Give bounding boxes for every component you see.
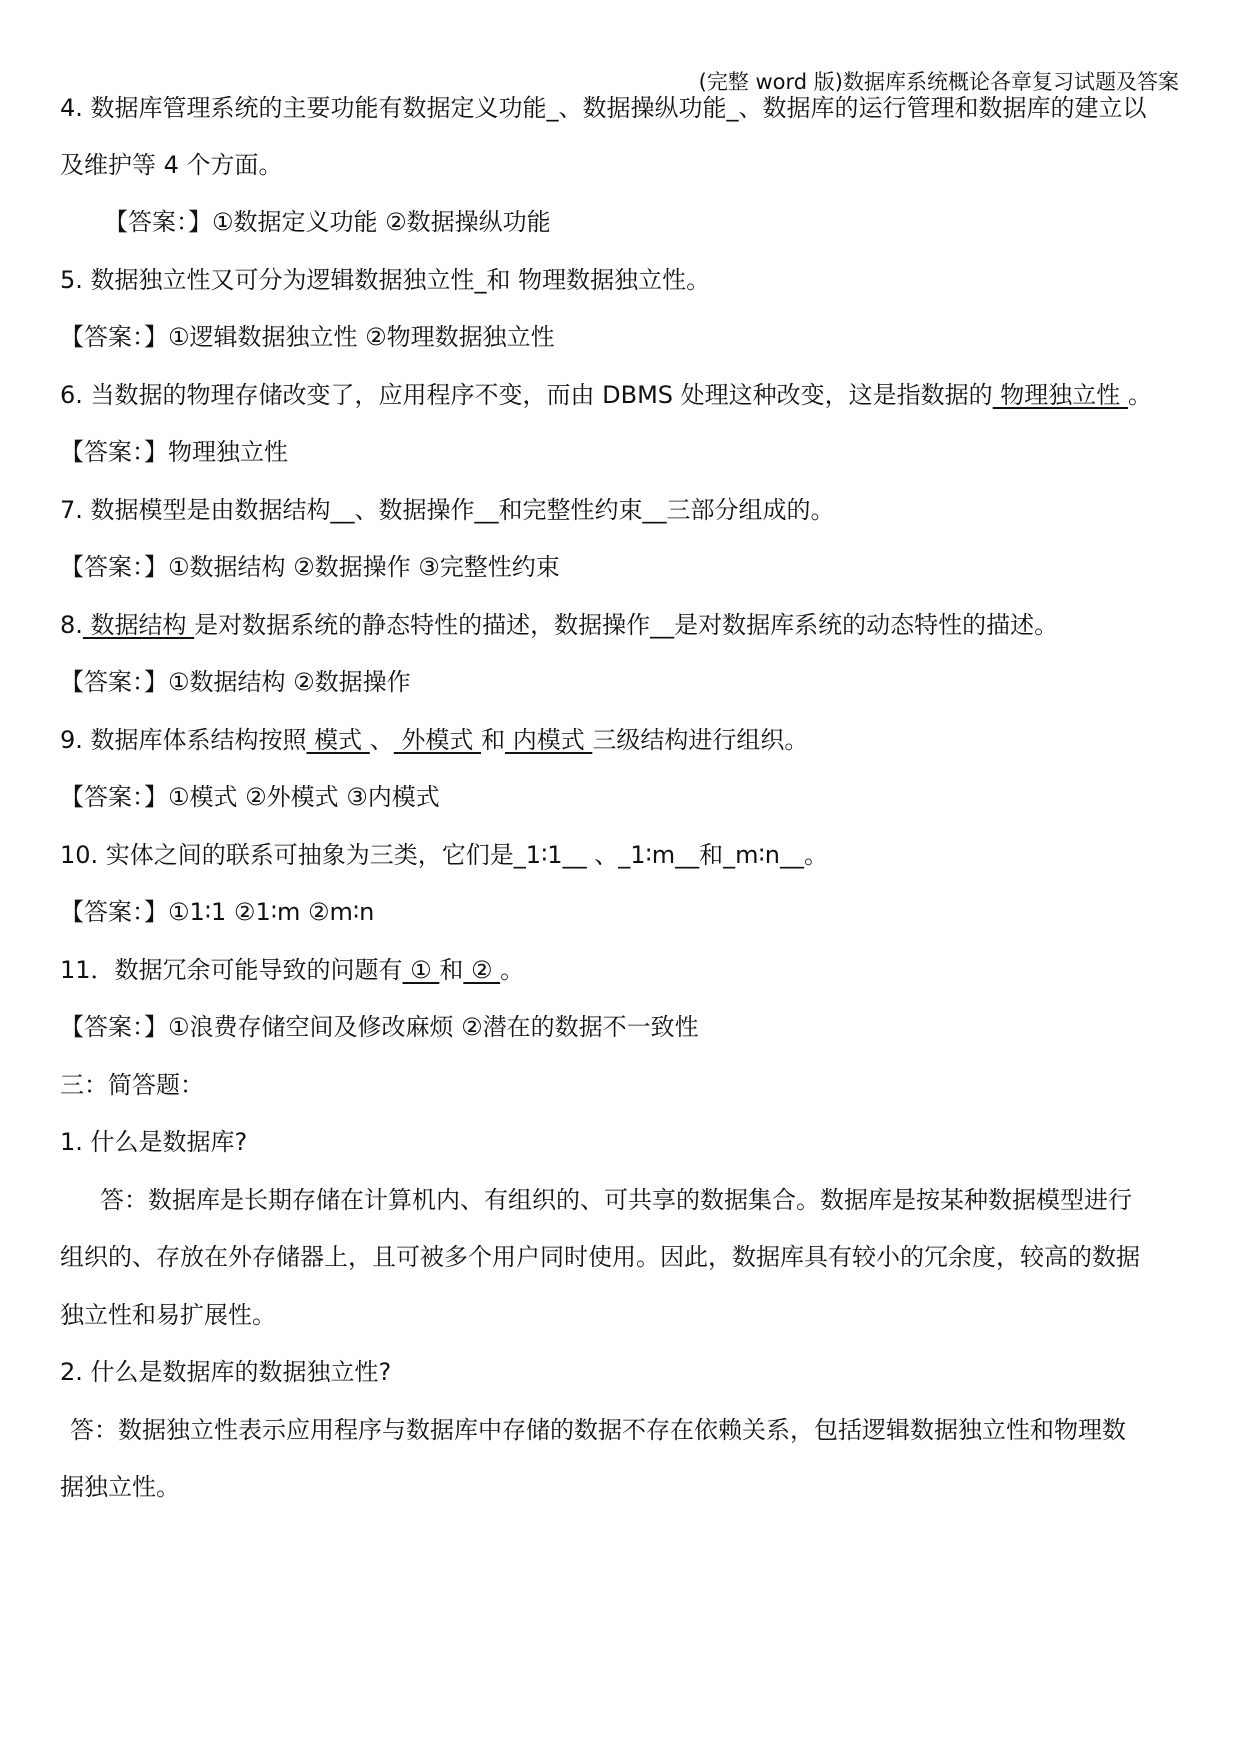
q9-blank-3: 内模式 — [505, 726, 593, 754]
q5-answer: 【答案：】①逻辑数据独立性 ②物理数据独立性 — [60, 323, 555, 351]
q8-prefix: 8. — [60, 611, 83, 639]
q9-answer: 【答案：】①模式 ②外模式 ③内模式 — [60, 783, 440, 811]
q11-text — [60, 954, 1201, 986]
s1-answer-line1: 答：数据库是长期存储在计算机内、有组织的、可共享的数据集合。数据库是按某种数据模型进行 — [100, 1186, 1132, 1214]
q9-text — [60, 724, 1201, 756]
q10-answer: 【答案：】①1∶1 ②1∶m ②m∶n — [60, 898, 375, 926]
page-header: (完整 word 版)数据库系统概论各章复习试题及答案 — [698, 70, 1179, 94]
q11-blank-1: ① — [402, 956, 440, 984]
q9-prefix: 9. 数据库体系结构按照 — [60, 726, 307, 754]
q6-answer: 【答案：】物理独立性 — [60, 438, 288, 466]
q11-suffix: 。 — [500, 956, 525, 984]
q4-line1: 4. 数据库管理系统的主要功能有数据定义功能_、数据操纵功能_、数据库的运行管理和数据库的建立以 — [60, 94, 1147, 122]
q8-blank: 数据结构 — [82, 611, 195, 639]
q9-suffix: 三级结构进行组织。 — [592, 726, 809, 754]
q9-blank-2: 外模式 — [393, 726, 482, 754]
q9-blank-1: 模式 — [306, 726, 370, 754]
q9-sep-2: 和 — [481, 726, 506, 754]
q6-blank: 物理独立性 — [992, 381, 1128, 409]
q8-text — [60, 609, 1201, 641]
q8-answer: 【答案：】①数据结构 ②数据操作 — [60, 668, 411, 696]
s1-question: 1. 什么是数据库? — [60, 1128, 248, 1156]
s2-answer-line1: 答：数据独立性表示应用程序与数据库中存储的数据不存在依赖关系，包括逻辑数据独立性和物理数 — [70, 1416, 1126, 1444]
s2-question: 2. 什么是数据库的数据独立性? — [60, 1358, 392, 1386]
q11-prefix: 11．数据冗余可能导致的问题有 — [60, 956, 403, 984]
q6-suffix: 。 — [1127, 381, 1152, 409]
s2-answer-line2: 据独立性。 — [60, 1473, 180, 1501]
q11-answer: 【答案：】①浪费存储空间及修改麻烦 ②潜在的数据不一致性 — [60, 1013, 699, 1041]
q6-prefix: 6. 当数据的物理存储改变了，应用程序不变，而由 DBMS 处理这种改变，这是指数据的 — [60, 381, 993, 409]
q8-suffix: 是对数据系统的静态特性的描述，数据操作__是对数据库系统的动态特性的描述。 — [194, 611, 1059, 639]
q11-blank-2: ② — [463, 956, 501, 984]
q7-answer: 【答案：】①数据结构 ②数据操作 ③完整性约束 — [60, 553, 560, 581]
q10-text: 10. 实体之间的联系可抽象为三类，它们是_1∶1__ 、_1∶m__和_m∶n__。 — [60, 841, 828, 869]
q5-text: 5. 数据独立性又可分为逻辑数据独立性_和 物理数据独立性。 — [60, 266, 711, 294]
q9-sep-1: 、 — [369, 726, 394, 754]
s1-answer-line2: 组织的、存放在外存储器上，且可被多个用户同时使用。因此，数据库具有较小的冗余度，较高的数据 — [60, 1243, 1140, 1271]
q6-text — [60, 379, 1201, 411]
q7-text: 7. 数据模型是由数据结构__、数据操作__和完整性约束__三部分组成的。 — [60, 496, 835, 524]
q4-line2: 及维护等 4 个方面。 — [60, 151, 283, 179]
q11-sep: 和 — [439, 956, 464, 984]
q4-answer: 【答案：】①数据定义功能 ②数据操纵功能 — [104, 208, 551, 236]
s1-answer-line3: 独立性和易扩展性。 — [60, 1301, 276, 1329]
section-heading: 三：简答题： — [60, 1071, 204, 1099]
